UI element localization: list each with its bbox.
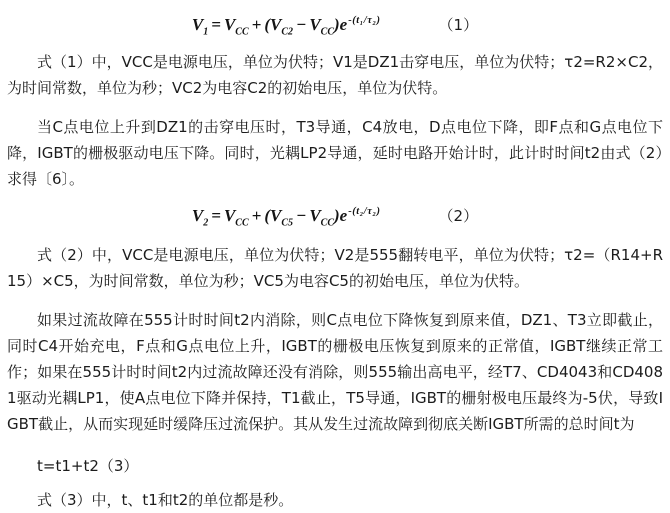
equation-1-number: （1） xyxy=(438,16,479,34)
equation-2-expression: $V_2 = V_{CC} + (V_{C5} - V_{CC})e^{-(t_2/\tau_2)}$ xyxy=(191,205,381,228)
equation-2 xyxy=(7,205,663,226)
equation-1-expression: $V_1 = V_{CC} + (V_{C2} - V_{CC})e^{-(t_1/\tau_2)}$ xyxy=(191,14,381,37)
para-overcurrent-detection: 当C点电位上升到DZ1的击穿电压时，T3导通，C4放电，D点电位下降，即F点和G点电位下降，IGBT的栅极驱动电压下降。同时，光耦LP2导通，延时电路开始计时，此计时时间t2由式（2）求得〔6〕。 xyxy=(7,118,663,188)
para-eq2-explanation: 式（2）中，VCC是电源电压，单位为伏特；V2是555翻转电平，单位为伏特；τ2=（R14+R15）×C5，为时间常数，单位为秒；VC5为电容C5的初始电压，单位为伏特。 xyxy=(7,246,663,290)
para-eq1-explanation: 式（1）中，VCC是电源电压，单位为伏特；V1是DZ1击穿电压，单位为伏特；τ2=R2×C2，为时间常数，单位为秒；VC2为电容C2的初始电压，单位为伏特。 xyxy=(7,53,663,97)
para-eq3-explanation: 式（3）中，t、t1和t2的单位都是秒。 xyxy=(37,491,294,509)
para-protection-process: 如果过流故障在555计时时间t2内消除，则C点电位下降恢复到原来值，DZ1、T3立即截止，同时C4开始充电，F点和G点电位上升，IGBT的栅极电压恢复到原来的正常值，IGBT继续正常工作；如果在555计时时间t2内过流故障还没有消除，则555输出高电平，经T7、CD4043和CD4081驱动光耦LP1，使A点电位下降并保持，T1截止，T5导通，IGBT的栅射极电压最终为-5伏，导致IGBT截止，从而实现延时缓降压过流保护。其从发生过流故障到彻底关断IGBT所需的总时间t为 xyxy=(7,311,663,433)
equation-2-number: （2） xyxy=(438,207,479,225)
equation-3-inline: t=t1+t2（3） xyxy=(37,457,139,475)
equation-1 xyxy=(7,14,663,35)
